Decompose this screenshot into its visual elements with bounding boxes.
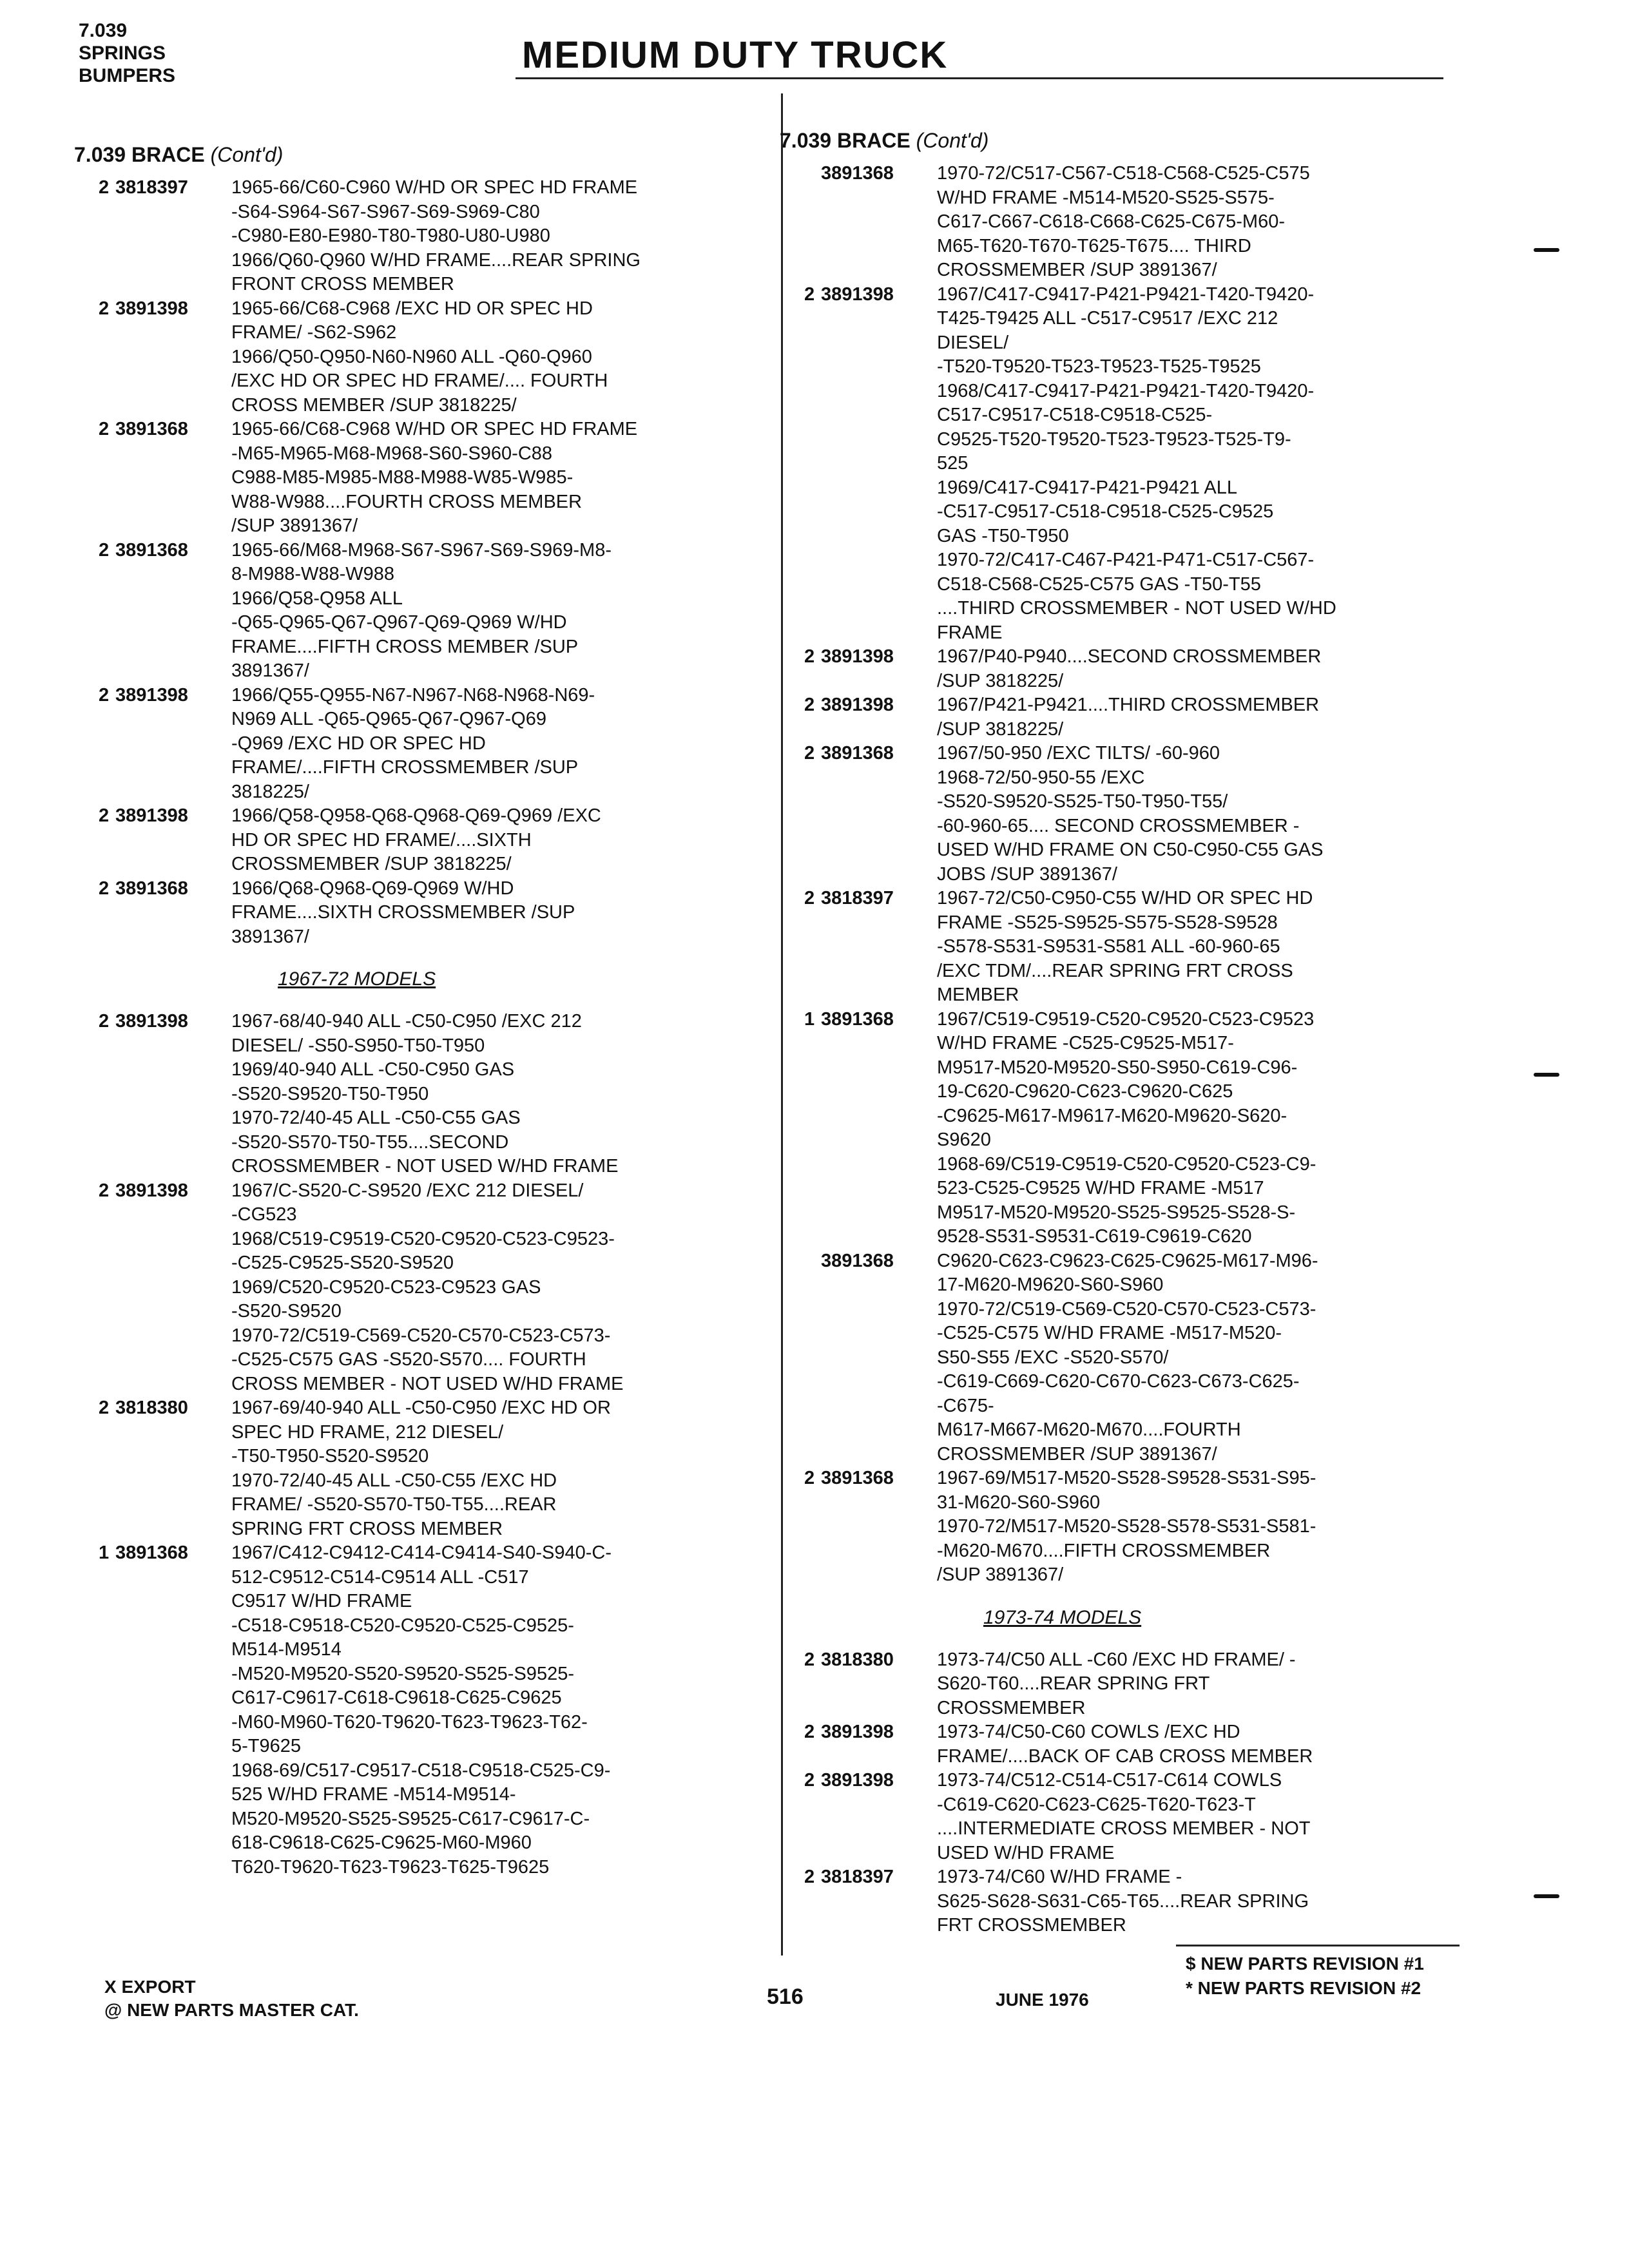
entry-description: 1967/C412-C9412-C414-C9414-S40-S940-C- 512-C9512-C514-C9514 ALL -C517 C9517 W/HD FRAME -C518-C9518-C520-C9520-C525-C9525- M514-M9514 -M520-M9520-S520-S9520-S525-S9525- C617-C9617-C618-C9618-C625-C9625 -M60-M960-T620-T9620-T623-T9623-T62- 5-T9625 1968-69/C517-C9517-C518-C9518-C525-C9- 525 W/HD FRAME -M514-M9514- M520-M9520-S525-S9525-C617-C9617-C- 618-C9618-C625-C9625-M60-M960 T620-T9620-T623-T9623-T625-T9625 <box>231 1542 612 1878</box>
parts-entry <box>74 1541 757 1879</box>
entry-part-number: 3891398 <box>115 298 188 319</box>
left-section-cont: (Cont'd) <box>210 143 284 166</box>
entry-description: 1967/C519-C9519-C520-C9520-C523-C9523 W/HD FRAME -C525-C9525-M517- M9517-M520-M9520-S50-S950-C619-C96- 19-C620-C9620-C623-C9620-C625 -C9625-M617-M9617-M620-M9620-S620- S9620 1968-69/C519-C9519-C520-C9520-C523-C9- 523-C525-C9525 W/HD FRAME -M517 M9517-M520-M9520-S525-S9525-S528-S- 9528-S531-S9531-C619-C9619-C620 <box>937 1008 1316 1247</box>
entry-quantity: 1 <box>804 1008 815 1030</box>
entry-part-number: 3891398 <box>821 284 894 305</box>
entry-part-number: 3891398 <box>821 1770 894 1791</box>
parts-entry <box>780 1720 1463 1769</box>
entry-quantity: 2 <box>804 743 815 764</box>
left-column <box>74 143 757 1879</box>
parts-entry <box>74 1010 757 1179</box>
right-column <box>780 129 1463 1938</box>
entry-description: 1967/C417-C9417-P421-P9421-T420-T9420- T425-T9425 ALL -C517-C9517 /EXC 212 DIESEL/ -T520-T9520-T523-T9523-T525-T9525 1968/C417-C9417-P421-P9421-T420-T9420- C517-C9517-C518-C9518-C525- C9525-T520-T9520-T523-T9523-T525-T9- 525 1969/C417-C9417-P421-P9421 ALL -C517-C9517-C518-C9518-C525-C9525 GAS -T50-T950 1970-72/C417-C467-P421-P471-C517-C567- C518-C568-C525-C575 GAS -T50-T55 ....THIRD CROSSMEMBER - NOT USED W/HD FRAME <box>937 284 1336 643</box>
parts-entry <box>74 539 757 684</box>
entry-quantity: 2 <box>804 888 815 908</box>
parts-entry <box>780 1865 1463 1938</box>
parts-entry <box>780 1648 1463 1721</box>
entry-description: 1973-74/C50 ALL -C60 /EXC HD FRAME/ - S620-T60....REAR SPRING FRT CROSSMEMBER <box>937 1649 1296 1718</box>
entry-quantity: 2 <box>804 284 815 305</box>
entry-part-number: 3891398 <box>115 805 188 826</box>
entry-part-number: 3818380 <box>821 1649 894 1670</box>
entry-quantity: 2 <box>99 1398 110 1418</box>
parts-entry <box>74 684 757 805</box>
entry-part-number: 3891368 <box>821 1468 894 1488</box>
entry-quantity: 2 <box>804 1867 815 1887</box>
entry-quantity: 2 <box>804 1770 815 1791</box>
right-section-heading: 7.039 BRACE (Cont'd) <box>780 129 989 152</box>
right-entries-a <box>780 162 1463 1588</box>
entry-quantity: 2 <box>99 298 110 319</box>
entry-quantity: 2 <box>99 1180 110 1201</box>
entry-part-number: 3818380 <box>115 1398 188 1418</box>
entry-part-number: 3891368 <box>821 163 894 184</box>
entry-description: 1973-74/C60 W/HD FRAME - S625-S628-S631-C65-T65....REAR SPRING FRT CROSSMEMBER <box>937 1867 1309 1936</box>
parts-entry <box>780 693 1463 742</box>
entry-description: 1973-74/C50-C60 COWLS /EXC HD FRAME/....BACK OF CAB CROSS MEMBER <box>937 1722 1313 1767</box>
left-subheading: 1967-72 MODELS <box>278 968 436 990</box>
right-entries-b <box>780 1648 1463 1938</box>
left-section-heading: 7.039 BRACE (Cont'd) <box>74 143 284 166</box>
page-number: 516 <box>767 1984 804 2009</box>
footer-export-note: X EXPORT <box>104 1977 196 1997</box>
parts-entry <box>74 297 757 418</box>
parts-entry <box>74 877 757 950</box>
entry-part-number: 3818397 <box>115 177 188 198</box>
entry-description: 1967-68/40-940 ALL -C50-C950 /EXC 212 DIESEL/ -S50-S950-T50-T950 1969/40-940 ALL -C50-C950 GAS -S520-S9520-T50-T950 1970-72/40-45 ALL -C50-C55 GAS -S520-S570-T50-T55....SECOND CROSSMEMBER - NOT USED W/HD FRAME <box>231 1011 619 1177</box>
entry-quantity <box>780 162 821 283</box>
entry-part-number: 3891398 <box>821 695 894 715</box>
entry-description: 1965-66/C60-C960 W/HD OR SPEC HD FRAME -S64-S964-S67-S967-S69-S969-C80 -C980-E80-E980-T80-T980-U80-U980 1966/Q60-Q960 W/HD FRAME....REAR SPRING FRONT CROSS MEMBER <box>231 177 641 294</box>
parts-entry <box>780 887 1463 1008</box>
entry-description: 1967/50-950 /EXC TILTS/ -60-960 1968-72/50-950-55 /EXC -S520-S9520-S525-T50-T950-T55/ -60-960-65.... SECOND CROSSMEMBER - USED W/HD FRAME ON C50-C950-C55 GAS JOBS /SUP 3891367/ <box>937 743 1324 885</box>
footer-master-note: @ NEW PARTS MASTER CAT. <box>104 2000 359 2020</box>
entry-description: 1967-69/M517-M520-S528-S9528-S531-S95- 31-M620-S60-S960 1970-72/M517-M520-S528-S578-S531-S581- -M620-M670....FIFTH CROSSMEMBER /SUP 3891367/ <box>937 1468 1316 1585</box>
parts-entry <box>74 1179 757 1397</box>
section-code: 7.039 <box>79 20 128 41</box>
entry-part-number: 3891398 <box>821 1722 894 1742</box>
entry-description: 1967/C-S520-C-S9520 /EXC 212 DIESEL/ -CG523 1968/C519-C9519-C520-C9520-C523-C9523- -C525-C9525-S520-S9520 1969/C520-C9520-C523-C9523 GAS -S520-S9520 1970-72/C519-C569-C520-C570-C523-C573- -C525-C575 GAS -S520-S570.... FOURTH CROSS MEMBER - NOT USED W/HD FRAME <box>231 1180 624 1394</box>
entry-description: 1966/Q55-Q955-N67-N967-N68-N968-N69- N969 ALL -Q65-Q965-Q67-Q967-Q69 -Q969 /EXC HD OR SPEC HD FRAME/....FIFTH CROSSMEMBER /SUP 3818225/ <box>231 684 595 802</box>
category-springs: SPRINGS <box>79 43 166 64</box>
entry-part-number: 3891398 <box>115 1180 188 1201</box>
entry-description: 1965-66/C68-C968 W/HD OR SPEC HD FRAME -M65-M965-M68-M968-S60-S960-C88 C988-M85-M985-M88-M988-W85-W985- W88-W988....FOURTH CROSS MEMBER /SUP 3891367/ <box>231 419 638 536</box>
parts-entry <box>780 283 1463 646</box>
entry-quantity: 2 <box>804 646 815 667</box>
entry-part-number: 3891368 <box>115 1542 188 1563</box>
entry-description: 1966/Q58-Q958-Q68-Q968-Q69-Q969 /EXC HD OR SPEC HD FRAME/....SIXTH CROSSMEMBER /SUP 3818225/ <box>231 805 601 874</box>
category-bumpers: BUMPERS <box>79 65 176 86</box>
footer-rule <box>1176 1945 1460 1946</box>
entry-quantity: 2 <box>804 1468 815 1488</box>
margin-mark <box>1534 248 1559 252</box>
page-title: MEDIUM DUTY TRUCK <box>522 34 949 76</box>
entry-part-number: 3891368 <box>821 1250 894 1271</box>
entry-quantity: 2 <box>99 419 110 439</box>
footer-revision-2: * NEW PARTS REVISION #2 <box>1186 1978 1422 1998</box>
entry-quantity: 2 <box>99 1011 110 1032</box>
entry-part-number: 3891368 <box>115 878 188 899</box>
header-codes <box>79 19 175 87</box>
entry-part-number: 3891368 <box>821 1008 894 1030</box>
entry-part-number: 3818397 <box>821 888 894 908</box>
entry-quantity <box>780 1249 821 1467</box>
entry-part-number: 3891398 <box>115 684 188 706</box>
entry-part-number: 3891368 <box>115 419 188 439</box>
entry-description: 1967/P421-P9421....THIRD CROSSMEMBER /SUP 3818225/ <box>937 695 1320 740</box>
footer-date: JUNE 1976 <box>996 1990 1089 2010</box>
entry-quantity: 2 <box>804 1649 815 1670</box>
parts-entry <box>74 804 757 877</box>
entry-description: 1965-66/C68-C968 /EXC HD OR SPEC HD FRAME/ -S62-S962 1966/Q50-Q950-N60-N960 ALL -Q60-Q960 /EXC HD OR SPEC HD FRAME/.... FOURTH CROSS MEMBER /SUP 3818225/ <box>231 298 608 416</box>
entry-description: 1967-72/C50-C950-C55 W/HD OR SPEC HD FRAME -S525-S9525-S575-S528-S9528 -S578-S531-S9531-S581 ALL -60-960-65 /EXC TDM/....REAR SPRING FRT CROSS MEMBER <box>937 888 1313 1005</box>
entry-part-number: 3891368 <box>821 743 894 764</box>
entry-description: 1967-69/40-940 ALL -C50-C950 /EXC HD OR SPEC HD FRAME, 212 DIESEL/ -T50-T950-S520-S9520 1970-72/40-45 ALL -C50-C55 /EXC HD FRAME/ -S520-S570-T50-T55....REAR SPRING FRT CROSS MEMBER <box>231 1398 611 1539</box>
entry-part-number: 3891398 <box>821 646 894 667</box>
margin-mark <box>1534 1894 1559 1898</box>
entry-description: 1965-66/M68-M968-S67-S967-S69-S969-M8- 8-M988-W88-W988 1966/Q58-Q958 ALL -Q65-Q965-Q67-Q967-Q69-Q969 W/HD FRAME....FIFTH CROSS MEMBER /SUP 3891367/ <box>231 539 612 681</box>
margin-mark <box>1534 1073 1559 1077</box>
parts-entry <box>780 645 1463 693</box>
entry-part-number: 3818397 <box>821 1867 894 1887</box>
left-entries-a <box>74 176 757 949</box>
parts-entry <box>74 418 757 539</box>
entry-part-number: 3891398 <box>115 1011 188 1032</box>
entry-part-number: 3891368 <box>115 539 188 561</box>
entry-quantity: 2 <box>99 177 110 198</box>
parts-entry <box>74 176 757 297</box>
parts-entry <box>780 1008 1463 1249</box>
right-subheading: 1973-74 MODELS <box>983 1606 1142 1628</box>
entry-quantity: 2 <box>804 1722 815 1742</box>
entry-quantity: 2 <box>99 684 110 706</box>
entry-quantity: 2 <box>804 695 815 715</box>
entry-quantity: 2 <box>99 805 110 826</box>
parts-entry <box>780 742 1463 887</box>
parts-entry <box>780 1249 1463 1467</box>
left-entries-b <box>74 1010 757 1879</box>
entry-quantity: 1 <box>99 1542 110 1563</box>
footer-revision-1: $ NEW PARTS REVISION #1 <box>1186 1954 1424 1974</box>
entry-description: 1973-74/C512-C514-C517-C614 COWLS -C619-C620-C623-C625-T620-T623-T ....INTERMEDIATE CROSS MEMBER - NOT USED W/HD FRAME <box>937 1770 1311 1863</box>
entry-description: C9620-C623-C9623-C625-C9625-M617-M96- 17-M620-M9620-S60-S960 1970-72/C519-C569-C520-C570-C523-C573- -C525-C575 W/HD FRAME -M517-M520- S50-S55 /EXC -S520-S570/ -C619-C669-C620-C670-C623-C673-C625- -C675- M617-M667-M620-M670....FOURTH CROSSMEMBER /SUP 3891367/ <box>937 1250 1318 1465</box>
entry-description: 1967/P40-P940....SECOND CROSSMEMBER /SUP 3818225/ <box>937 646 1322 691</box>
parts-entry <box>780 1466 1463 1588</box>
entry-description: 1966/Q68-Q968-Q69-Q969 W/HD FRAME....SIXTH CROSSMEMBER /SUP 3891367/ <box>231 878 575 947</box>
parts-entry <box>780 162 1463 283</box>
parts-entry <box>74 1396 757 1541</box>
right-section-cont: (Cont'd) <box>916 129 989 152</box>
header-rule <box>516 77 1443 79</box>
parts-entry <box>780 1769 1463 1865</box>
entry-quantity: 2 <box>99 878 110 899</box>
entry-description: 1970-72/C517-C567-C518-C568-C525-C575 W/HD FRAME -M514-M520-S525-S575- C617-C667-C618-C668-C625-C675-M60- M65-T620-T670-T625-T675.... THIRD CROSSMEMBER /SUP 3891367/ <box>937 163 1310 280</box>
entry-quantity: 2 <box>99 539 110 561</box>
